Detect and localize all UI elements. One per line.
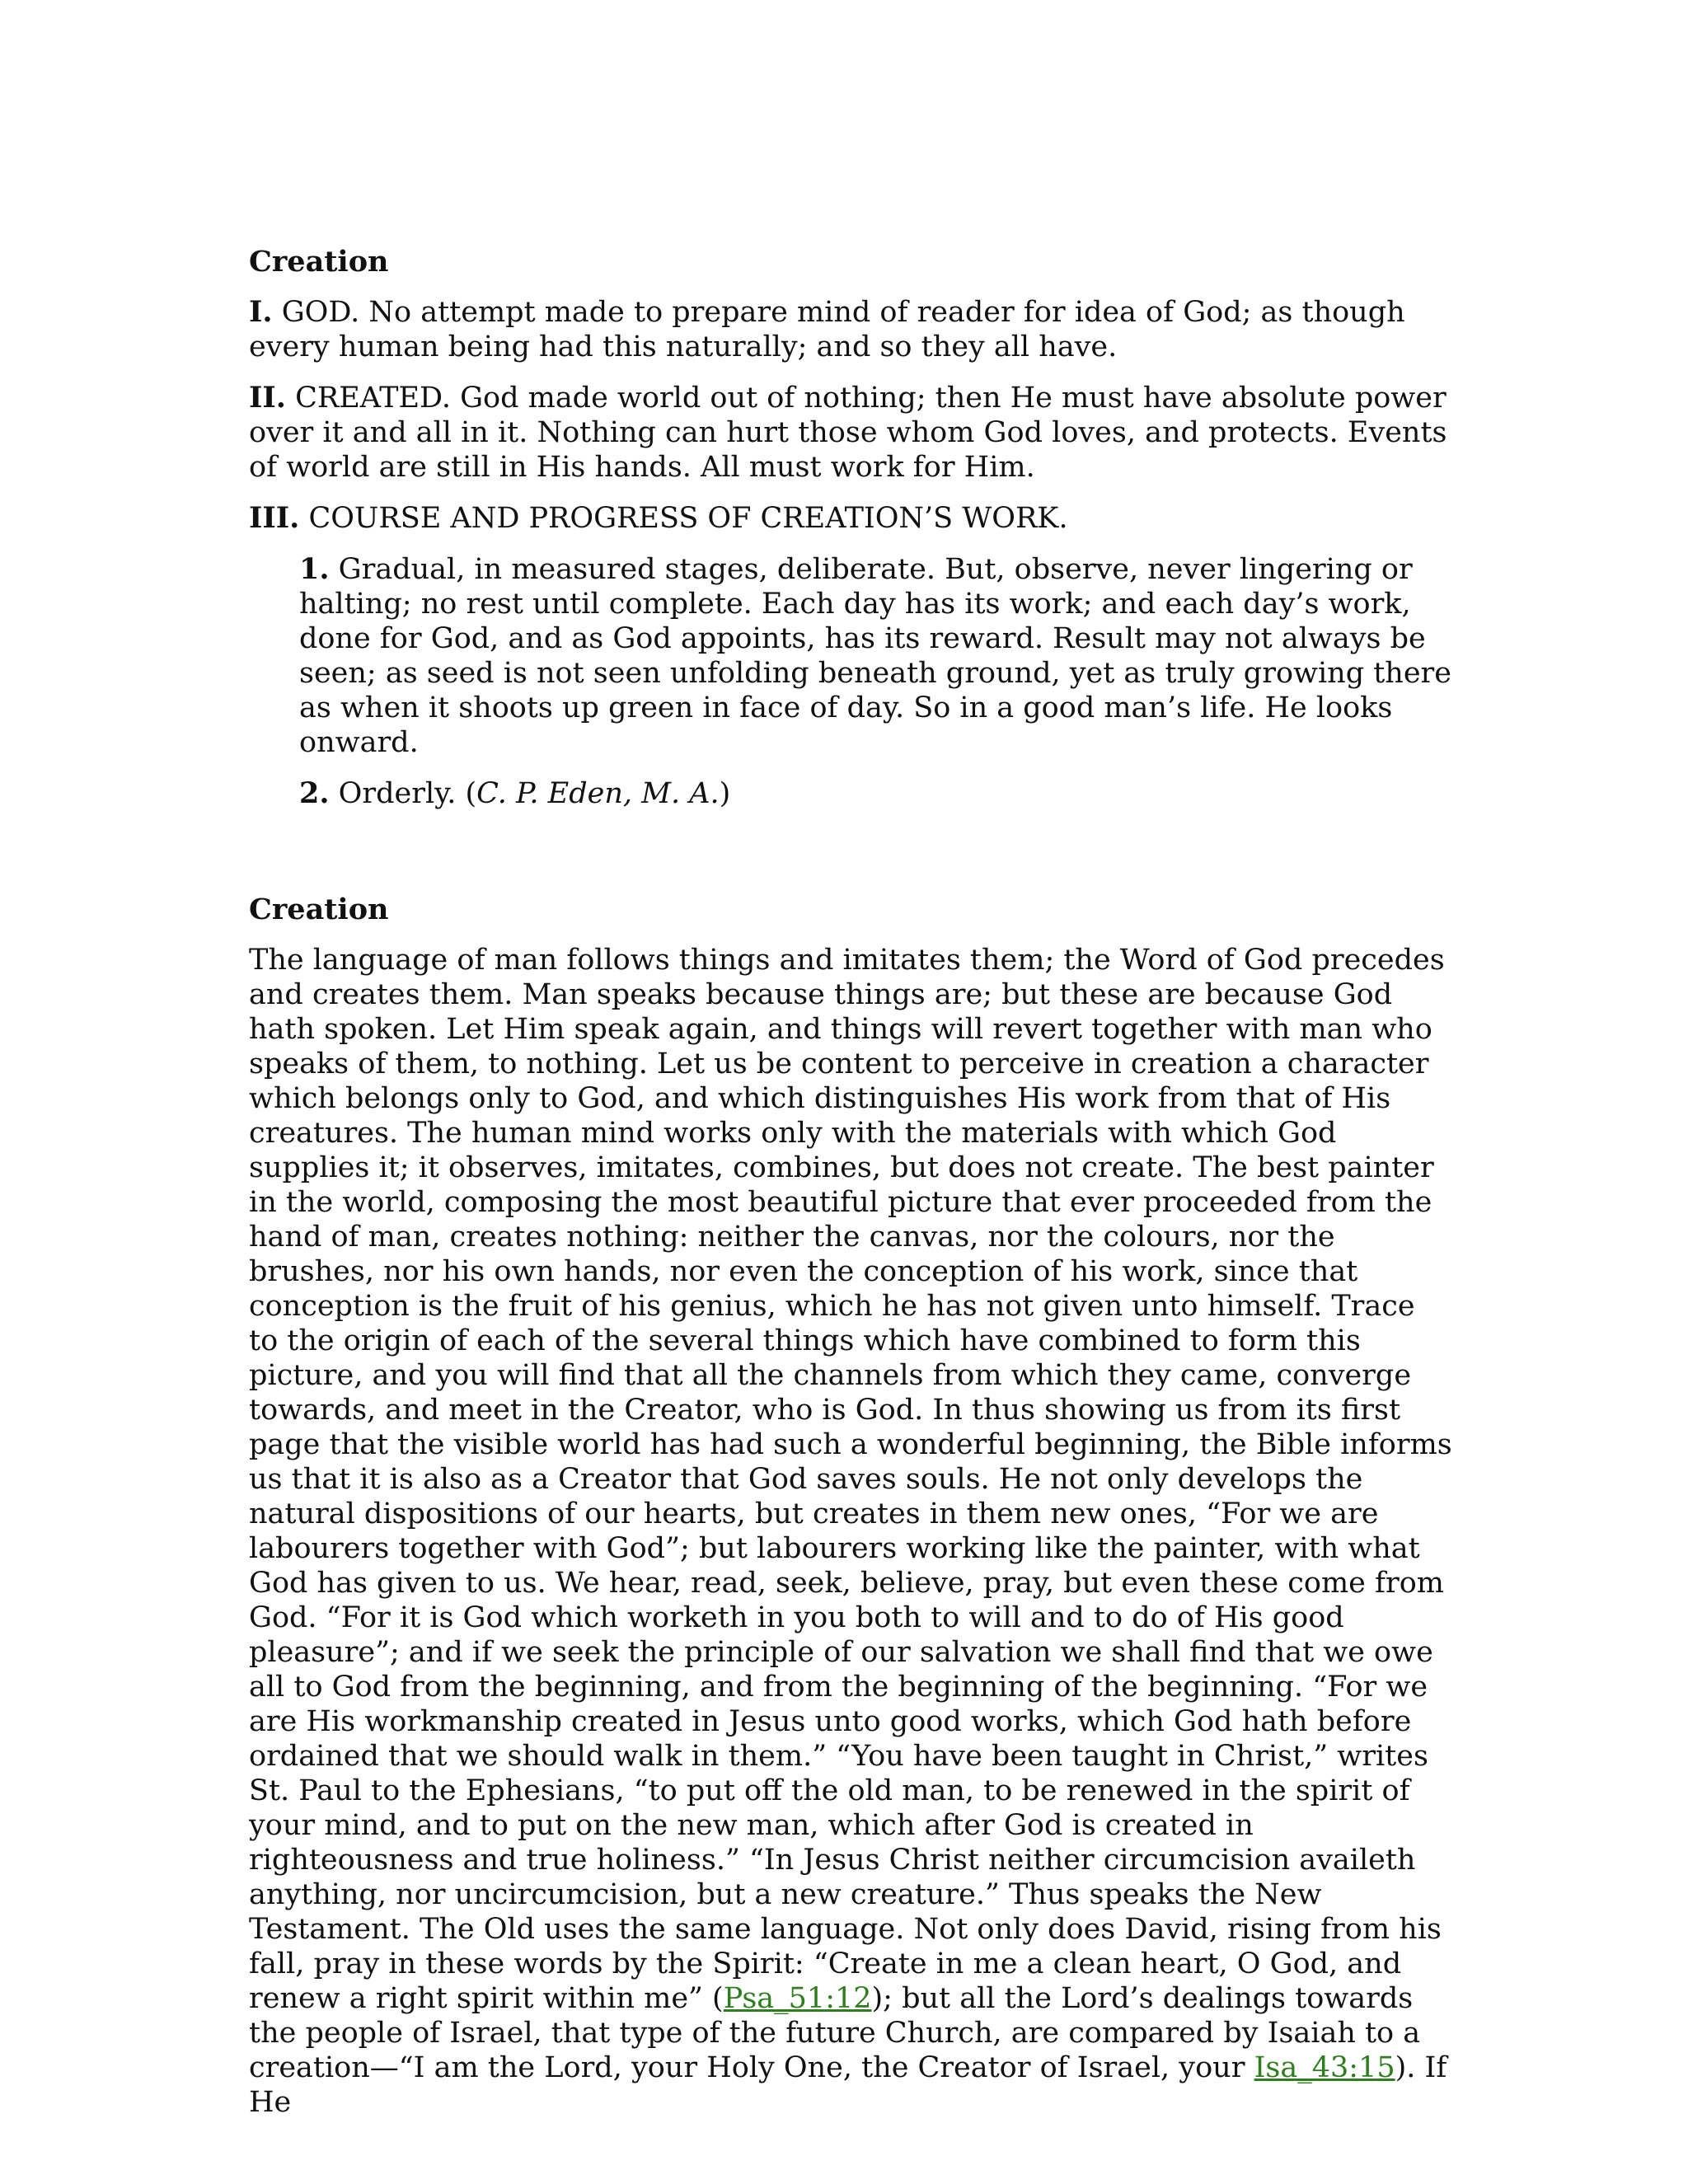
subpoint-text-end: )	[719, 777, 731, 810]
body-text: The language of man follows things and imitates them; the Word of God precedes and creates them. Man speaks because things are; but these are because God hath spoken. Let Him speak again, and things will revert together with man who speaks of them, to nothing. Let us be content to perceive in creation a character which belongs only to God, and which distinguishes His work from that of His creatures. The human mind works only with the materials with which God supplies it; it observes, imitates, combines, but does not create. The best painter in the world, composing the most beautiful picture that ever proceeded from the hand of man, creates nothing: neither the canvas, nor the colours, nor the brushes, nor his own hands, nor even the conception of his work, since that conception is the fruit of his genius, which he has not given unto himself. Trace to the origin of each of the several things which have combined to form this picture, and you will find that all the channels from which they came, converge towards, and meet in the Creator, who is God. In thus showing us from its first page that the visible world has had such a wonderful beginning, the Bible informs us that it is also as a Creator that God saves souls. He not only develops the natural dispositions of our hearts, but creates in them new ones, “For we are labourers together with God”; but labourers working like the painter, with what God has given to us. We hear, read, seek, believe, pray, but even these come from God. “For it is God which worketh in you both to will and to do of His good pleasure”; and if we seek the principle of our salvation we shall find that we owe all to God from the beginning, and from the beginning of the beginning. “For we are His workmanship created in Jesus unto good works, which God hath before ordained that we should walk in them.” “You have been taught in Christ,” writes St. Paul to the Ephesians, “to put off the old man, to be renewed in the spirit of your mind, and to put on the new man, which after God is created in righteousness and true holiness.” “In Jesus Christ neither circumcision availeth anything, nor uncircumcision, but a new creature.” Thus speaks the New Testament. The Old uses the same language. Not only does David, rising from his fall, pray in these words by the Spirit: “Create in me a clean heart, O God, and renew a right spirit within me” (	[249, 944, 1452, 2015]
point-number: I.	[249, 295, 273, 329]
scripture-link-isa[interactable]: Isa_43:15	[1254, 2051, 1395, 2084]
point-number: II.	[249, 381, 286, 415]
subpoint-number: 1.	[299, 552, 330, 586]
point-three-paragraph	[249, 501, 1452, 536]
point-two-paragraph	[249, 381, 1452, 485]
author-citation: C. P. Eden, M. A.	[476, 777, 720, 810]
document-page	[249, 244, 1452, 2136]
point-number: III.	[249, 501, 300, 535]
body-text: ). If He	[249, 2051, 1447, 2119]
section-heading-2: Creation	[249, 893, 389, 926]
point-one-paragraph	[249, 295, 1452, 364]
section-heading-1: Creation	[249, 245, 389, 279]
body-paragraph	[249, 943, 1452, 2120]
point-text: COURSE AND PROGRESS OF CREATION’S WORK.	[299, 502, 1068, 535]
subpoint-two-paragraph	[299, 776, 1452, 811]
body-text: ); but all the Lord’s dealings towards the people of Israel, that type of the future Church, are compared by Isaiah to a creation—“I am the Lord, your Holy One, the Creator of Israel, your	[249, 1982, 1421, 2084]
point-text: GOD. No attempt made to prepare mind of reader for idea of God; as though every human being had this naturally; and so they all have.	[249, 296, 1405, 363]
subpoint-text: Gradual, in measured stages, deliberate. But, observe, never lingering or halting; no rest until complete. Each day has its work; and each day’s work, done for God, and as God appoints, has its reward. Result may not always be seen; as seed is not seen unfolding beneath ground, yet as truly growing there as when it shoots up green in face of day. So in a good man’s life. He looks onward.	[299, 553, 1452, 759]
scripture-link-psa[interactable]: Psa_51:12	[723, 1982, 872, 2015]
section-spacer	[249, 827, 1452, 892]
subpoint-text: Orderly. (	[329, 777, 477, 810]
subpoint-one-paragraph	[299, 552, 1452, 760]
point-text: CREATED. God made world out of nothing; then He must have absolute power over it and all in it. Nothing can hurt those whom God loves, and protects. Events of world are still in His hands. All must work for Him.	[249, 382, 1447, 484]
subpoint-number: 2.	[299, 776, 330, 810]
